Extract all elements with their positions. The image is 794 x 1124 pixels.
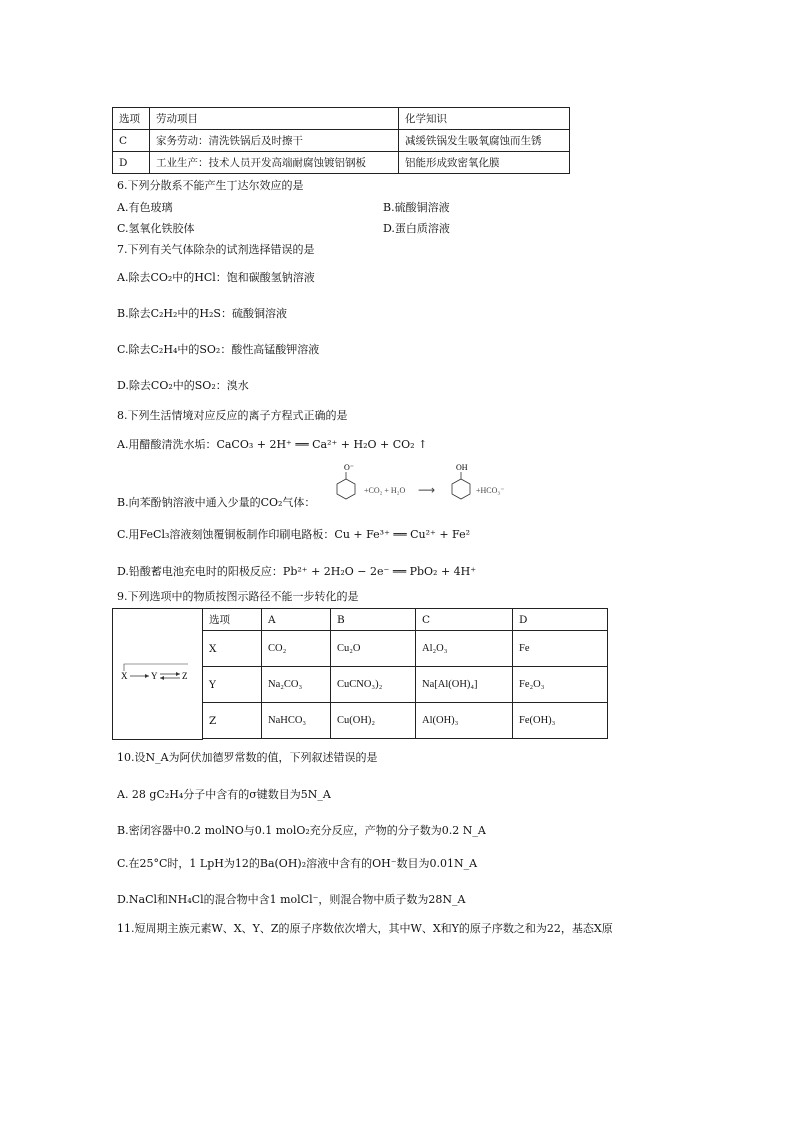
arrowhead-icon [176, 672, 180, 676]
question-7-stem: 7.下列有关气体除杂的试剂选择错误的是 [117, 243, 315, 256]
table-row [203, 667, 608, 703]
arrowhead-icon [145, 674, 149, 678]
table-cell: Na₂CO₃ [262, 667, 331, 703]
question-6-option-d: D.蛋白质溶液 [383, 222, 450, 235]
question-8-stem: 8.下列生活情境对应反应的离子方程式正确的是 [117, 409, 348, 422]
question-11-stem: 11.短周期主族元素W、X、Y、Z的原子序数依次增大，其中W、X和Y的原子序数之和为22，基态X原 [117, 922, 613, 935]
question-8-option-c: C.用FeCl₃溶液刻蚀覆铜板制作印刷电路板：Cu + Fe³⁺ ══ Cu²⁺ + Fe² [117, 528, 470, 541]
table-cell: Z [203, 703, 262, 739]
table-header-cell: 选项 [113, 108, 150, 130]
phenol-label: OH [456, 463, 468, 472]
table-cell: 铝能形成致密氧化膜 [399, 152, 570, 174]
table-cell: Y [203, 667, 262, 703]
arrowhead-icon [160, 676, 164, 680]
table-cell: D [113, 152, 150, 174]
question-10-option-c: C.在25°C时，1 LpH为12的Ba(OH)₂溶液中含有的OH⁻数目为0.01N_A [117, 857, 478, 870]
product-text: +HCO₃⁻ [476, 486, 505, 495]
question-6-option-c: C.氢氧化铁胶体 [117, 222, 195, 235]
question-10-stem: 10.设N_A为阿伏加德罗常数的值，下列叙述错误的是 [117, 751, 378, 764]
table-row [203, 631, 608, 667]
arrow-x-to-z-icon [124, 664, 188, 671]
table-header-cell: 劳动项目 [150, 108, 399, 130]
table-cell: 家务劳动：清洗铁锅后及时擦干 [150, 130, 399, 152]
question-7-option-c: C.除去C₂H₄中的SO₂：酸性高锰酸钾溶液 [117, 343, 320, 356]
question-7-option-a: A.除去CO₂中的HCl：饱和碳酸氢钠溶液 [117, 271, 315, 284]
conversion-path-diagram [118, 660, 198, 686]
table-row [203, 609, 608, 631]
table-cell: Fe₂O₃ [513, 667, 608, 703]
question-8-option-d: D.铅酸蓄电池充电时的阳极反应：Pb²⁺ + 2H₂O − 2e⁻ ══ PbO₂ + 4H⁺ [117, 565, 477, 578]
phenoxide-label: O⁻ [344, 463, 354, 472]
labor-chemistry-table [112, 107, 570, 174]
reaction-arrow-icon: ⟶ [418, 483, 436, 497]
table-cell: CO₂ [262, 631, 331, 667]
node-z: Z [182, 671, 188, 681]
question-10-option-a: A. 28 gC₂H₄分子中含有的σ键数目为5N_A [117, 788, 331, 801]
table-cell: C [113, 130, 150, 152]
question-8-option-a: A.用醋酸清洗水垢：CaCO₃ + 2H⁺ ══ Ca²⁺ + H₂O + CO₂ ↑ [117, 438, 428, 451]
table-header-cell: 选项 [203, 609, 262, 631]
table-header-cell: D [513, 609, 608, 631]
question-7-option-d: D.除去CO₂中的SO₂：溴水 [117, 379, 249, 392]
node-x: X [121, 671, 128, 681]
table-cell: NaHCO₃ [262, 703, 331, 739]
table-cell: Na[Al(OH)₄] [416, 667, 513, 703]
question-8-option-b: B.向苯酚钠溶液中通入少量的CO₂气体： [117, 496, 316, 509]
conversion-options-table [202, 608, 608, 739]
table-row [113, 130, 570, 152]
table-row [113, 108, 570, 130]
table-cell: Cu₂O [331, 631, 416, 667]
table-header-cell: C [416, 609, 513, 631]
benzene-ring-icon [337, 479, 355, 499]
table-cell: 工业生产：技术人员开发高端耐腐蚀镀铝钢板 [150, 152, 399, 174]
question-9-stem: 9.下列选项中的物质按图示路径不能一步转化的是 [117, 590, 359, 603]
table-cell: Cu(OH)₂ [331, 703, 416, 739]
table-cell: 减缓铁锅发生吸氧腐蚀而生锈 [399, 130, 570, 152]
table-cell: Al(OH)₃ [416, 703, 513, 739]
table-header-cell: B [331, 609, 416, 631]
table-cell: X [203, 631, 262, 667]
node-y: Y [151, 671, 158, 681]
benzene-ring-icon [452, 479, 470, 499]
table-cell: Fe [513, 631, 608, 667]
phenoxide-reaction-scheme [330, 461, 530, 509]
table-cell: Fe(OH)₃ [513, 703, 608, 739]
table-cell: CuCNO₃)₂ [331, 667, 416, 703]
table-row [203, 703, 608, 739]
table-header-cell: 化学知识 [399, 108, 570, 130]
question-6-stem: 6.下列分散系不能产生丁达尔效应的是 [117, 179, 304, 192]
table-header-cell: A [262, 609, 331, 631]
question-10-option-b: B.密闭容器中0.2 molNO与0.1 molO₂充分反应，产物的分子数为0.2 N_A [117, 824, 486, 837]
table-row [113, 152, 570, 174]
reagents-text: +CO₂ + H₂O [364, 486, 406, 495]
table-cell: Al₂O₃ [416, 631, 513, 667]
question-7-option-b: B.除去C₂H₂中的H₂S：硫酸铜溶液 [117, 307, 287, 320]
question-10-option-d: D.NaCl和NH₄Cl的混合物中含1 molCl⁻，则混合物中质子数为28N_A [117, 893, 466, 906]
question-6-option-b: B.硫酸铜溶液 [383, 201, 450, 214]
question-6-option-a: A.有色玻璃 [117, 201, 173, 214]
